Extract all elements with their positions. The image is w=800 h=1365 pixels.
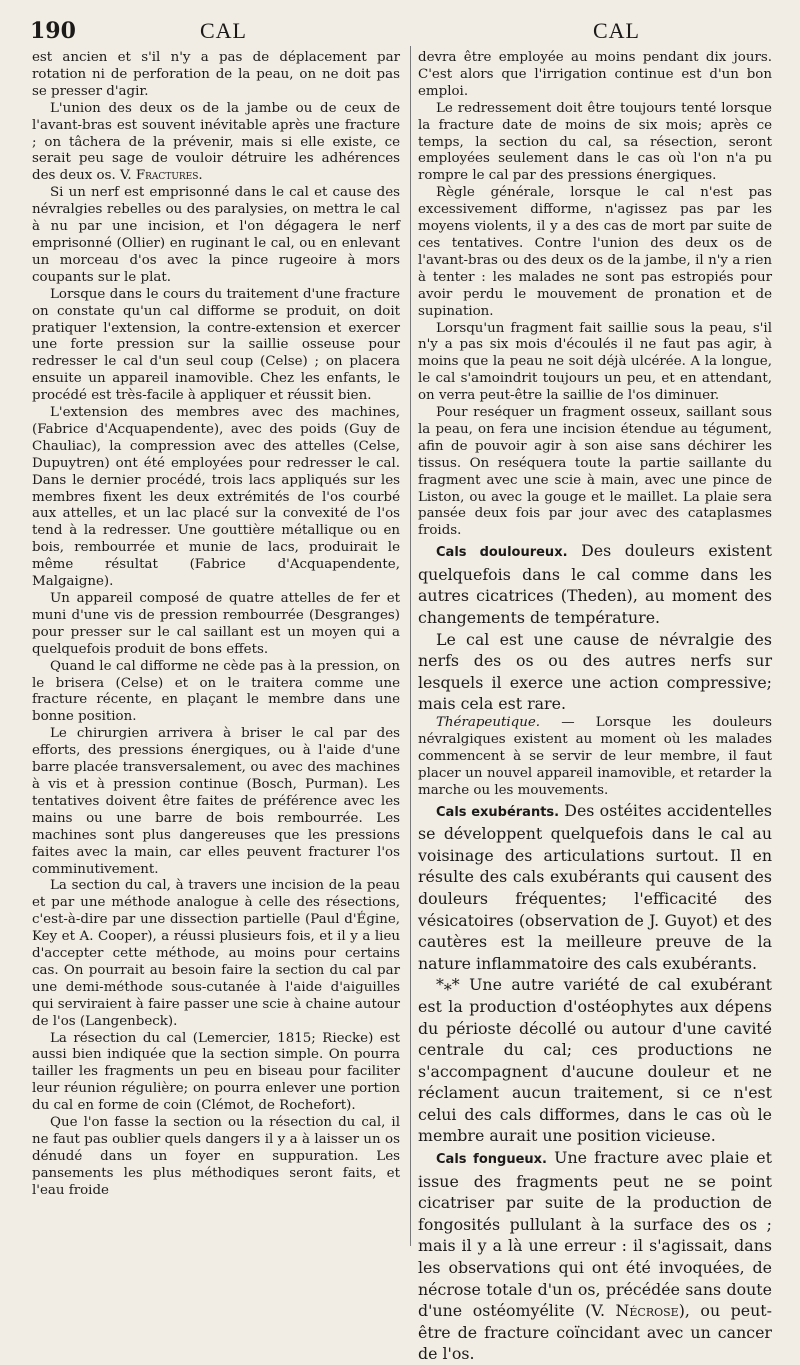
paragraph: Si un nerf est emprisonné dans le cal et cause des névralgies rebelles ou des paralysies, on mettra le cal à nu par une incision, et l'on dégagera le nerf emprisonné (Ollier) en ruginant le cal, ou en enlevant un morceau d'os avec la pince rugeoire à mors coupants sur le plat.	[32, 185, 400, 285]
paragraph: Le redressement doit être toujours tenté lorsque la fracture date de moins de six mois; après ce temps, la section du cal, sa résection, seront employées seulement dans le cas où l'on n'a pu rompre le cal par des pressions énergiques.	[418, 100, 772, 184]
paragraph-text: L'union des deux os de la jambe ou de ceux de l'avant-bras est souvent inévitable après une fracture ; on tâchera de la prévenir, mais si elle existe, ce serait peu sage de vouloir détruire les adhérences des deux os. V.	[32, 100, 400, 184]
paragraph: Quand le cal difforme ne cède pas à la pression, on le brisera (Celse) et on le traitera comme une fracture récente, en plaçant le membre dans une bonne position.	[32, 658, 400, 725]
paragraph-text: Une fracture avec plaie et issue des fragments peut ne se point cicatriser par suite de la production de fongosités pullulant à la surface des os ; mais il y a là une erreur : il s'agissait, dans les observations qui ont été invoquées, de nécrose totale d'un os, précédée sans doute d'une ostéomyélite (V.	[418, 1148, 772, 1321]
paragraph: L'extension des membres avec des machines, (Fabrice d'Acquapendente), avec des poids (Guy de Chauliac), la compression avec des attelles (Celse, Dupuytren) ont été employées pour redresser le cal. Dans le dernier procédé, trois lacs appliqués sur les membres fixent les deux extrémités de l'os courbé aux attelles, et un lac placé sur la convexité de l'os tend à la redresser. Une gouttière métallique ou en bois, rembourrée et munie de lacs, produirait le même résultat (Fabrice d'Acquapendente, Malgaigne).	[32, 405, 400, 590]
paragraph: Le chirurgien arrivera à briser le cal par des efforts, des pressions énergiques, ou à l'aide d'une barre placée transversalement, ou avec des machines à vis et à pression continue (Bosch, Purman). Les tentatives doivent être faites de préférence avec les mains ou une barre de bois rembourrée. Les machines sont plus dangereuses que les pressions faites avec la main, car elles peuvent fracturer l'os comminutivement.	[32, 726, 400, 877]
right-column	[418, 50, 772, 1365]
paragraph	[418, 974, 772, 1147]
cross-reference: Fractures.	[135, 168, 203, 184]
section-heading: Cals fongueux.	[436, 1152, 547, 1168]
cross-reference: Nécrose	[615, 1301, 679, 1321]
paragraph	[418, 715, 772, 800]
left-column	[32, 50, 400, 1200]
subheading-label: Thérapeutique.	[436, 715, 541, 731]
running-head-right: CAL	[593, 18, 640, 43]
paragraph: Règle générale, lorsque le cal n'est pas excessivement difforme, n'agissez pas par les moyens violents, il y a des cas de mort par suite de ces tentatives. Contre l'union des deux os de l'avant-bras ou des deux os de la jambe, il n'y a rien à tenter : les malades ne sont pas estropiés pour avoir perdu le mouvement de pronation et de supination.	[418, 185, 772, 319]
paragraph	[418, 800, 772, 975]
paragraph: est ancien et s'il n'y a pas de déplacement par rotation ni de perforation de la peau, on ne doit pas se presser d'agir.	[32, 50, 400, 99]
section-heading: Cals exubérants.	[436, 804, 560, 820]
paragraph: Lorsque dans le cours du traitement d'une fracture on constate qu'un cal difforme se produit, on doit pratiquer l'extension, la contre-extension et exercer une forte pression sur la saillie osseuse pour redresser le cal d'un seul coup (Celse) ; on placera ensuite un appareil inamovible. Chez les enfants, le procédé est très-facile à appliquer et réussit bien.	[32, 286, 400, 404]
paragraph: devra être employée au moins pendant dix jours. C'est alors que l'irrigation continue est d'un bon emploi.	[418, 50, 772, 99]
paragraph-text: — Lorsque les douleurs névralgiques existent au moment où les malades commencent à se servir de leur membre, il faut placer un nouvel appareil inamovible, et retarder la marche ou les mouvements.	[418, 715, 772, 798]
paragraph: Que l'on fasse la section ou la résection du cal, il ne faut pas oublier quels dangers il y a à laisser un os dénudé dans un foyer en suppuration. Les pansements les plus méthodiques seront faits, et l'eau froide	[32, 1115, 400, 1198]
asterism-mark: *⁎*	[436, 975, 460, 995]
paragraph-text: Des douleurs existent quelquefois dans le cal comme dans les autres cicatrices (Theden), au moment des changements de température.	[418, 541, 772, 628]
paragraph: La résection du cal (Lemercier, 1815; Riecke) est aussi bien indiquée que la section simple. On pourra tailler les fragments un peu en biseau pour faciliter leur réunion régulière; on pourra enlever une portion du cal en forme de coin (Clémot, de Rochefort).	[32, 1030, 400, 1114]
paragraph: Lorsqu'un fragment fait saillie sous la peau, s'il n'y a pas six mois d'écoulés il ne faut pas agir, à moins que la peau ne soit déjà ulcérée. A la longue, le cal s'amoindrit toujours un peu, et en attendant, on verra peut-être la saillie de l'os diminuer.	[418, 320, 772, 404]
column-divider	[410, 46, 411, 1246]
paragraph	[32, 101, 400, 186]
page-header	[30, 18, 782, 50]
paragraph	[418, 1147, 772, 1365]
page-number: 190	[30, 18, 76, 44]
paragraph	[418, 540, 772, 628]
paragraph-text: Des ostéites accidentelles se développent quelquefois dans le cal au voisinage des articulations surtout. Il en résulte des cals exubérants qui causent des douleurs fréquentes; l'efficacité des vésicatoires (observation de J. Guyot) et des cautères est la meilleure preuve de la nature inflammatoire des cals exubérants.	[418, 800, 772, 973]
section-heading: Cals douloureux.	[436, 545, 568, 561]
paragraph: Un appareil composé de quatre attelles de fer et muni d'une vis de pression rembourrée (Desgranges) pour presser sur le cal saillant est un moyen qui a quelquefois produit de bons effets.	[32, 591, 400, 657]
paragraph: Pour reséquer un fragment osseux, saillant sous la peau, on fera une incision étendue au tégument, afin de pouvoir agir à son aise sans déchirer les tissus. On reséquera toute la partie saillante du fragment avec une scie à main, avec une pince de Liston, ou avec la gouge et le maillet. La plaie sera pansée deux fois par jour avec des cataplasmes froids.	[418, 405, 772, 539]
paragraph-text: Une autre variété de cal exubérant est la production d'ostéophytes aux dépens du périoste décollé ou autour d'une cavité centrale du cal; ces productions ne s'accompagnent d'aucune douleur et ne réclament aucun traitement, si ce n'est celui des cals difformes, dans le cas où le membre aurait une position vicieuse.	[418, 975, 772, 1146]
paragraph: La section du cal, à travers une incision de la peau et par une méthode analogue à celle des résections, c'est-à-dire par une dissection partielle (Paul d'Égine, Key et A. Cooper), a réussi plusieurs fois, et il y a lieu d'accepter cette méthode, au moins pour certains cas. On pourrait au besoin faire la section du cal par une demi-méthode sous-cutanée à l'aide d'aiguilles qui serviraient à faire passer une scie à chaine autour de l'os (Langenbeck).	[32, 878, 400, 1029]
running-head-left: CAL	[200, 18, 247, 43]
paragraph-text: ), ou peut-être de fracture coïncidant avec un cancer de l'os.	[418, 1301, 772, 1364]
paragraph: Le cal est une cause de névralgie des nerfs des os ou des autres nerfs sur lesquels il exerce une action compressive; mais cela est rare.	[418, 629, 772, 714]
